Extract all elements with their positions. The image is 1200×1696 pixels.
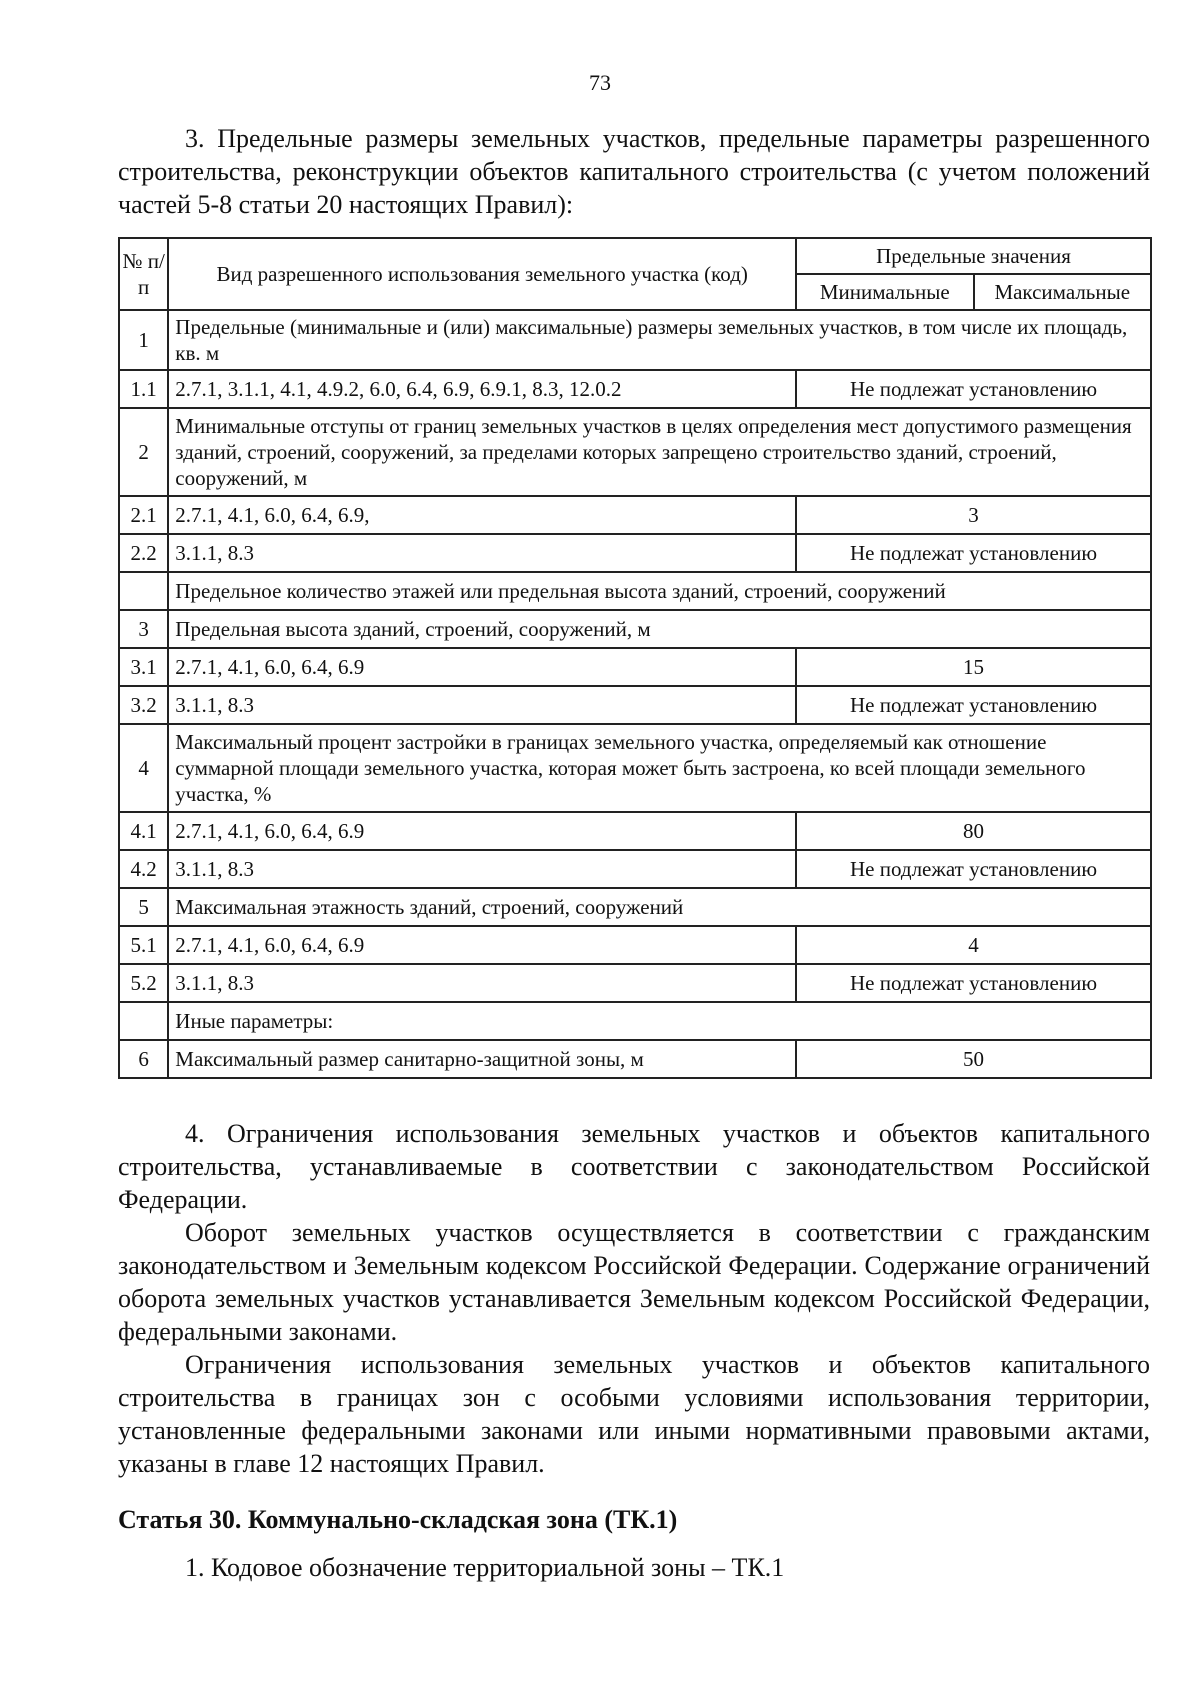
row-desc: Иные параметры: [168, 1002, 1151, 1040]
page-number: 73 [589, 70, 611, 95]
table-row [119, 534, 1151, 572]
header-limits: Предельные значения [796, 238, 1151, 274]
table-row [119, 572, 1151, 610]
header-max: Максимальные [974, 274, 1152, 310]
header-num: № п/п [119, 238, 168, 310]
row-desc: 3.1.1, 8.3 [168, 534, 796, 572]
row-value: Не подлежат установлению [796, 850, 1151, 888]
paragraph-land-turnover: Оборот земельных участков осуществляется в соответствии с гражданским законодательством и Земельным кодексом Российской Федерации. Содержание ограничений оборота земельных участков устанавливается Земельным кодексом Российской Федерации, федеральными законами. [118, 1218, 1150, 1346]
row-value: 15 [796, 648, 1151, 686]
paragraph-restrictions-title: 4. Ограничения использования земельных участков и объектов капитального строительства, устанавливаемые в соответствии с законодательством Российской Федерации. [118, 1119, 1150, 1214]
row-desc: Максимальная этажность зданий, строений, сооружений [168, 888, 1151, 926]
row-value: Не подлежат установлению [796, 370, 1151, 408]
table-row [119, 496, 1151, 534]
row-num: 2.2 [119, 534, 168, 572]
table-row [119, 1002, 1151, 1040]
row-desc: Минимальные отступы от границ земельных участков в целях определения мест допустимого размещения зданий, строений, сооружений, за пределами которых запрещено строительство зданий, строений, сооружений, м [168, 408, 1151, 496]
table-row [119, 926, 1151, 964]
row-num: 2.1 [119, 496, 168, 534]
header-desc: Вид разрешенного использования земельного участка (код) [168, 238, 796, 310]
row-desc: 2.7.1, 4.1, 6.0, 6.4, 6.9, [168, 496, 796, 534]
zone-code-item: 1. Кодовое обозначение территориальной зоны – ТК.1 [185, 1553, 785, 1582]
row-num: 3.1 [119, 648, 168, 686]
row-value: 4 [796, 926, 1151, 964]
row-desc: Максимальный размер санитарно-защитной зоны, м [168, 1040, 796, 1078]
row-num: 5.2 [119, 964, 168, 1002]
table-row [119, 310, 1151, 370]
table-row [119, 812, 1151, 850]
row-value: Не подлежат установлению [796, 534, 1151, 572]
row-desc: 3.1.1, 8.3 [168, 850, 796, 888]
row-desc: Максимальный процент застройки в границах земельного участка, определяемый как отношение суммарной площади земельного участка, которая может быть застроена, ко всей площади земельного участка, % [168, 724, 1151, 812]
table-row [119, 850, 1151, 888]
row-value: Не подлежат установлению [796, 686, 1151, 724]
row-desc: 3.1.1, 8.3 [168, 964, 796, 1002]
row-num: 3.2 [119, 686, 168, 724]
table-row [119, 1040, 1151, 1078]
article-heading: Статья 30. Коммунально-складская зона (ТК.1) [118, 1505, 678, 1534]
row-num [119, 572, 168, 610]
row-value: 50 [796, 1040, 1151, 1078]
row-desc: 2.7.1, 4.1, 6.0, 6.4, 6.9 [168, 648, 796, 686]
paragraph-special-zones: Ограничения использования земельных участков и объектов капитального строительства в границах зон с особыми условиями использования территории, установленные федеральными законами или иными нормативными правовыми актами, указаны в главе 12 настоящих Правил. [118, 1350, 1150, 1478]
table-row [119, 648, 1151, 686]
row-desc: 2.7.1, 4.1, 6.0, 6.4, 6.9 [168, 812, 796, 850]
row-num: 1.1 [119, 370, 168, 408]
row-num: 5.1 [119, 926, 168, 964]
table-row [119, 370, 1151, 408]
intro-paragraph: 3. Предельные размеры земельных участков, предельные параметры разрешенного строительства, реконструкции объектов капитального строительства (с учетом положений частей 5-8 статьи 20 настоящих Правил): [118, 124, 1150, 219]
row-value: 80 [796, 812, 1151, 850]
row-value: 3 [796, 496, 1151, 534]
row-value: Не подлежат установлению [796, 964, 1151, 1002]
table-row [119, 964, 1151, 1002]
row-num: 5 [119, 888, 168, 926]
table-row [119, 610, 1151, 648]
header-min: Минимальные [796, 274, 973, 310]
row-desc: Предельное количество этажей или предельная высота зданий, строений, сооружений [168, 572, 1151, 610]
limits-table [118, 237, 1152, 1079]
table-row [119, 724, 1151, 812]
table-row [119, 888, 1151, 926]
restrictions-section [118, 1117, 1150, 1480]
row-num [119, 1002, 168, 1040]
row-desc: Предельные (минимальные и (или) максимальные) размеры земельных участков, в том числе их площадь, кв. м [168, 310, 1151, 370]
row-num: 2 [119, 408, 168, 496]
row-num: 4.2 [119, 850, 168, 888]
table-row [119, 408, 1151, 496]
row-num: 3 [119, 610, 168, 648]
row-desc: 3.1.1, 8.3 [168, 686, 796, 724]
row-num: 1 [119, 310, 168, 370]
row-desc: 2.7.1, 3.1.1, 4.1, 4.9.2, 6.0, 6.4, 6.9, 6.9.1, 8.3, 12.0.2 [168, 370, 796, 408]
row-num: 4 [119, 724, 168, 812]
row-num: 6 [119, 1040, 168, 1078]
row-desc: 2.7.1, 4.1, 6.0, 6.4, 6.9 [168, 926, 796, 964]
table-row [119, 686, 1151, 724]
row-desc: Предельная высота зданий, строений, сооружений, м [168, 610, 1151, 648]
row-num: 4.1 [119, 812, 168, 850]
table-header-row [119, 238, 1151, 274]
